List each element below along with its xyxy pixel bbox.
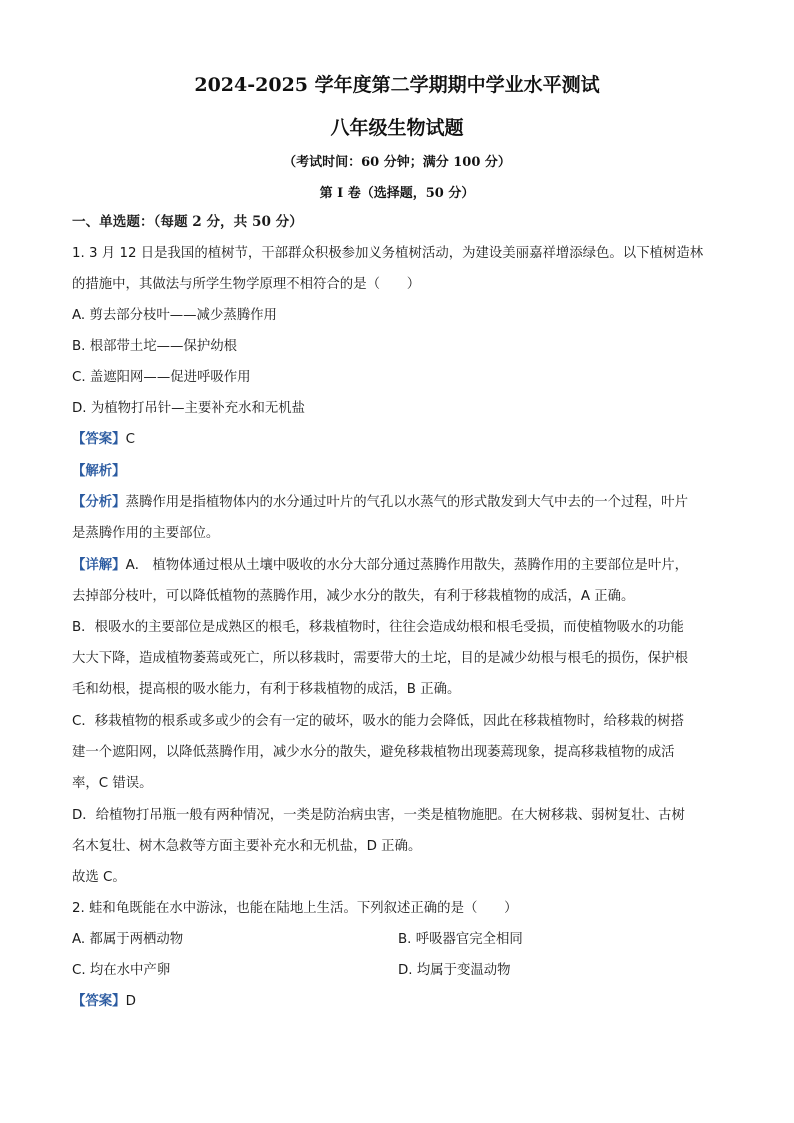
q1-detail-b-line-1: B．根吸水的主要部位是成熟区的根毛，移栽植物时，往往会造成幼根和根毛受损，而使植物吸水的功能 <box>72 620 684 635</box>
q1-answer <box>72 430 135 450</box>
q1-option-b: B. 根部带土坨——保护幼根 <box>72 339 237 354</box>
q1-detail-b-line-3: 毛和幼根，提高根的吸水能力，有利于移栽植物的成活，B 正确。 <box>72 682 461 697</box>
q2-stem: 2. 蛙和龟既能在水中游泳，也能在陆地上生活。下列叙述正确的是（ ） <box>72 901 518 916</box>
q1-option-c: C. 盖遮阳网——促进呼吸作用 <box>72 370 251 385</box>
section-heading: 一、单选题：（每题 2 分，共 50 分） <box>72 214 303 230</box>
q2-option-c: C. 均在水中产卵 <box>72 963 171 978</box>
q1-analysis <box>72 462 126 482</box>
q1-stem-line-2: 的措施中，其做法与所学生物学原理不相符合的是（ ） <box>72 277 421 292</box>
q1-detail-c-line-1: C．移栽植物的根系或多或少的会有一定的破坏，吸水的能力会降低，因此在移栽植物时，给移栽的树搭 <box>72 714 684 729</box>
q1-detail-a-line-1 <box>72 556 688 576</box>
q1-stem-line-1: 1. 3 月 12 日是我国的植树节，干部群众积极参加义务植树活动，为建设美丽嘉祥增添绿色。以下植树造林 <box>72 246 704 261</box>
analysis-tag: 【解析】 <box>72 464 126 479</box>
q2-option-b: B. 呼吸器官完全相同 <box>398 932 523 947</box>
q1-option-d: D. 为植物打吊针—主要补充水和无机盐 <box>72 401 306 416</box>
q1-detail-b-line-2: 大大下降，造成植物萎蔫或死亡，所以移栽时，需要带大的土坨，目的是减少幼根与根毛的损伤，保护根 <box>72 651 688 666</box>
q1-option-a: A. 剪去部分枝叶——减少蒸腾作用 <box>72 308 277 323</box>
q1-fenxi-line-2: 是蒸腾作用的主要部位。 <box>72 526 220 541</box>
answer-value: D <box>125 994 136 1009</box>
fenxi-tag: 【分析】 <box>72 495 126 510</box>
answer-value: C <box>125 432 135 447</box>
xiangjie-tag: 【详解】 <box>72 558 126 573</box>
q2-option-d: D. 均属于变温动物 <box>398 963 511 978</box>
q1-detail-c-line-2: 建一个遮阳网，以降低蒸腾作用，减少水分的散失，避免移栽植物出现萎蔫现象，提高移栽植物的成活 <box>72 745 675 760</box>
detail-a-text: A． 植物体通过根从土壤中吸收的水分大部分通过蒸腾作用散失，蒸腾作用的主要部位是叶片， <box>125 558 688 573</box>
q1-detail-d-line-1: D．给植物打吊瓶一般有两种情况，一类是防治病虫害，一类是植物施肥。在大树移栽、弱树复壮、古树 <box>72 808 685 823</box>
fenxi-text: 蒸腾作用是指植物体内的水分通过叶片的气孔以水蒸气的形式散发到大气中去的一个过程，叶片 <box>125 495 688 510</box>
exam-page <box>72 0 722 1123</box>
exam-title: 2024-2025 学年度第二学期期中学业水平测试 <box>194 74 600 96</box>
volume-heading: 第 I 卷（选择题，50 分） <box>319 186 475 201</box>
q1-conclusion: 故选 C。 <box>72 870 126 885</box>
subject-title: 八年级生物试题 <box>330 117 464 139</box>
answer-tag: 【答案】 <box>72 994 126 1009</box>
q1-detail-a-line-2: 去掉部分枝叶，可以降低植物的蒸腾作用，减少水分的散失，有利于移栽植物的成活，A 正确。 <box>72 589 635 604</box>
q1-fenxi-line-1 <box>72 493 688 513</box>
q1-detail-c-line-3: 率，C 错误。 <box>72 776 153 791</box>
q1-detail-d-line-2: 名木复壮、树木急救等方面主要补充水和无机盐，D 正确。 <box>72 839 422 854</box>
q2-answer <box>72 992 136 1012</box>
q2-option-a: A. 都属于两栖动物 <box>72 932 184 947</box>
exam-info: （考试时间：60 分钟；满分 100 分） <box>283 155 511 170</box>
answer-tag: 【答案】 <box>72 432 126 447</box>
